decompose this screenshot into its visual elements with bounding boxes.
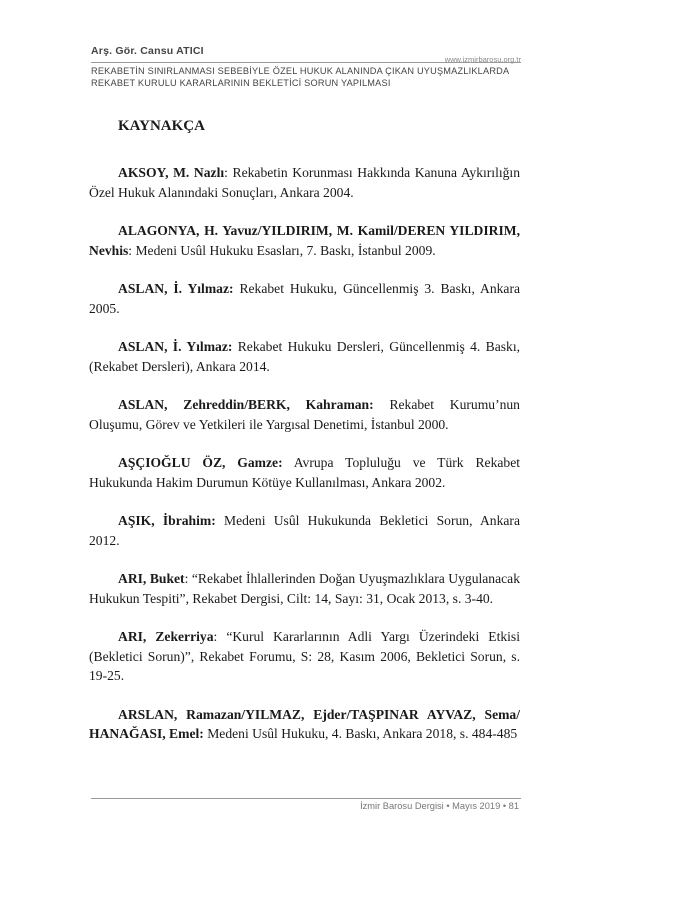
reference-details: Medeni Usûl Hukukunda Bekletici Sorun, Ankara 2012. [89,513,520,548]
reference-entry [89,627,520,686]
reference-separator [216,513,224,528]
reference-author: AKSOY, M. Nazlı [118,165,225,180]
reference-author: ASLAN, Zehreddin/BERK, Kahraman: [118,397,374,412]
reference-entry [89,705,520,744]
reference-details: Avrupa Topluluğu ve Türk Rekabet Hukukunda Hakim Durumun Kötüye Kullanılması, Ankara 2002. [89,455,521,490]
reference-separator: : [213,629,227,644]
reference-entry [89,569,520,608]
section-title: KAYNAKÇA [118,118,205,134]
header-divider [91,62,521,63]
reference-entry [89,511,520,550]
reference-author: ARI, Zekerriya [118,629,214,644]
reference-entry [89,221,520,260]
reference-details: “Rekabet İhlallerinden Doğan Uyuşmazlıklara Uygulanacak Hukukun Tespiti”, Rekabet Dergisi, Cilt: 14, Sayı: 31, Ocak 2013, s. 3-40. [89,571,520,606]
reference-details: “Kurul Kararlarının Adli Yargı Üzerindeki Etkisi (Bekletici Sorun)”, Rekabet Forumu, S: 28, Kasım 2006, Bekletici Sorun, s. 19-25. [89,629,520,683]
reference-author: ALAGONYA, H. Yavuz/YILDIRIM, M. Kamil/DEREN YILDIRIM, Nevhis [89,223,520,258]
reference-separator: : [224,165,233,180]
reference-details: Rekabet Hukuku Dersleri, Güncellenmiş 4. Baskı, (Rekabet Dersleri), Ankara 2014. [89,339,520,374]
reference-author: ASLAN, İ. Yılmaz: [118,339,233,354]
running-title: REKABETİN SINIRLANMASI SEBEBİYLE ÖZEL HUKUK ALANINDA ÇIKAN UYUŞMAZLIKLARDA REKABET KURULU KARARLARININ BEKLETİCİ SORUN YAPILMASI [91,66,509,89]
reference-separator: : [128,242,136,258]
reference-details: Medeni Usûl Hukuku, 4. Baskı, Ankara 2018, s. 484-485 [207,726,518,741]
author-name: Arş. Gör. Cansu ATICI [91,45,204,57]
page-footer [91,798,521,811]
reference-separator [283,455,294,470]
reference-author: ASLAN, İ. Yılmaz: [118,281,234,296]
reference-list [89,163,521,744]
reference-separator: : [184,571,192,586]
reference-entry [89,279,520,318]
reference-author: AŞIK, İbrahim: [118,513,216,528]
footer-divider [91,798,521,799]
reference-details: Rekabet Hukuku, Güncellenmiş 3. Baskı, Ankara 2005. [89,281,521,316]
page-header [91,45,521,90]
reference-details: Rekabetin Korunması Hakkında Kanuna Aykırılığın Özel Hukuk Alanındaki Sonuçları, Ankara 2004. [89,165,521,200]
reference-details: Rekabet Kurumu’nun Oluşumu, Görev ve Yetkileri ile Yargısal Denetimi, İstanbul 2000. [89,397,520,432]
reference-author: ARSLAN, Ramazan/YILMAZ, Ejder/TAŞPINAR AYVAZ, Sema/ HANAĞASI, Emel: [89,706,520,741]
reference-entry [89,337,520,376]
reference-entry [89,163,520,202]
footer-text: İzmir Barosu Dergisi • Mayıs 2019 • 81 [360,801,519,811]
reference-author: AŞÇIOĞLU ÖZ, Gamze: [118,455,283,470]
website-url: www.izmirbarosu.org.tr [444,55,521,64]
reference-details: Medeni Usûl Hukuku Esasları, 7. Baskı, İstanbul 2009. [135,242,436,258]
bibliography [89,118,521,763]
reference-separator [374,397,390,412]
reference-author: ARI, Buket [118,571,185,586]
reference-entry [89,395,520,434]
reference-entry [89,453,520,492]
